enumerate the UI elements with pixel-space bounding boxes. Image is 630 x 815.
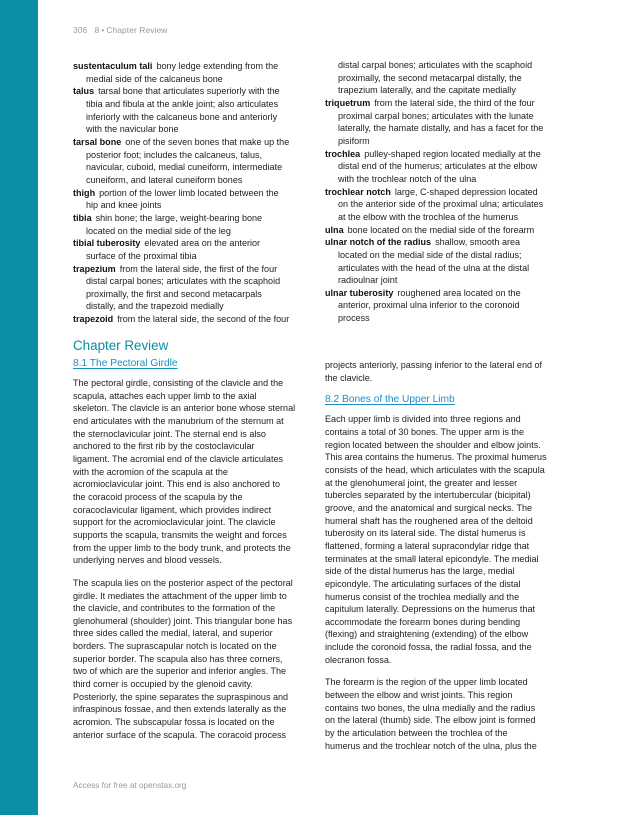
- glossary-entry: [73, 313, 303, 326]
- text-line: epicondyle. The articulating surfaces of the distal: [325, 578, 521, 589]
- glossary-definition: pulley-shaped region located medially at the: [364, 148, 541, 159]
- text-line: terminates at the small lateral epicondyle. The medial: [325, 553, 539, 564]
- text-line: between the elbow and wrist joints. This region: [325, 690, 513, 701]
- text-line: borders. The suprascapular notch is located on the: [73, 641, 277, 652]
- glossary-entry: [73, 212, 303, 225]
- glossary-continued-line: trapezium laterally, and the capitate medially: [338, 85, 516, 96]
- glossary-definition: tarsal bone that articulates superiorly with the: [98, 86, 280, 97]
- section-8-1-heading[interactable]: 8.1 The Pectoral Girdle: [73, 358, 178, 369]
- text-line: groove, and the anatomical and surgical necks. The: [325, 502, 533, 513]
- text-line: include the coronoid fossa, the radial fossa, and the: [325, 642, 532, 653]
- glossary-left-column: [73, 60, 303, 326]
- text-line: region located between the shoulder and elbow joints.: [325, 439, 541, 450]
- text-line: the sternoclavicular joint. The sternal end is also: [73, 428, 266, 439]
- glossary-term: trochlear notch: [325, 186, 391, 197]
- text-line: olecranon fossa.: [325, 654, 392, 665]
- glossary-definition-line: on the anterior side of the proximal ulna; articulates: [338, 199, 544, 210]
- text-line: side of the distal humerus has the large, medial: [325, 566, 515, 577]
- text-line: infraspinous fossae, and then extends laterally as the: [73, 704, 287, 715]
- text-line: humerus and the trochlear notch of the ulna, plus the: [325, 740, 537, 751]
- glossary-term: trochlea: [325, 148, 361, 159]
- text-line: projects anteriorly, passing inferior to the lateral end of: [325, 360, 543, 370]
- glossary-continued-line: distal carpal bones; articulates with the scaphoid: [338, 60, 533, 70]
- text-line: The forearm is the region of the upper limb located: [325, 677, 528, 688]
- text-line: skeleton. The clavicle is an anterior bone whose sternal: [73, 403, 296, 414]
- glossary-definition-line: proximally, the first and second metacarpals: [86, 288, 262, 299]
- text-line: support for the acromioclavicular joint. The clavicle: [73, 517, 276, 528]
- glossary-definition-line: radioulnar joint: [338, 275, 398, 286]
- text-line: The scapula lies on the posterior aspect of the pectoral: [73, 577, 293, 588]
- glossary-term: ulna: [325, 224, 344, 235]
- pectoral-girdle-paragraph-1: [73, 377, 305, 567]
- header-separator: •: [101, 25, 105, 35]
- glossary-term: tibial tuberosity: [73, 238, 141, 249]
- glossary-definition: roughened area located on the: [397, 287, 521, 298]
- glossary-definition-line: located on the medial side of the distal radius;: [338, 249, 522, 260]
- upper-limb-paragraph-2: [325, 676, 557, 752]
- chapter-review-title: Chapter Review: [73, 338, 169, 353]
- text-line: from the upper limb to the body trunk, and protects the: [73, 542, 291, 553]
- upper-limb-paragraph-1: [325, 413, 557, 666]
- text-line: consists of the head, which articulates with the scapula: [325, 464, 545, 475]
- glossary-term: tarsal bone: [73, 136, 122, 147]
- glossary-definition: shin bone; the large, weight-bearing bone: [95, 212, 263, 223]
- glossary-definition: from the lateral side, the second of the four: [117, 314, 290, 325]
- glossary-definition-line: medial side of the calcaneus bone: [86, 73, 223, 84]
- text-line: underlying nerves and blood vessels.: [73, 555, 222, 566]
- glossary-definition-line: anterior, proximal ulna inferior to the coronoid: [338, 300, 520, 311]
- glossary-entry: [325, 97, 555, 110]
- text-line: acromioclavicular joint. This end is also anchored to: [73, 479, 281, 490]
- glossary-definition-line: pisiform: [338, 135, 370, 146]
- glossary-entry: [73, 136, 303, 149]
- glossary-definition: bone located on the medial side of the forearm: [347, 224, 535, 235]
- text-line: three sides called the medial, lateral, and superior: [73, 628, 273, 639]
- page-number: 306: [73, 25, 88, 35]
- text-line: accommodate the forearm bones during bending: [325, 616, 521, 627]
- glossary-definition-line: hip and knee joints: [86, 200, 162, 211]
- text-line: the clavicle.: [325, 372, 373, 383]
- glossary-entry: [73, 237, 303, 250]
- glossary-term: tibia: [73, 212, 92, 223]
- glossary-definition: shallow, smooth area: [435, 237, 521, 248]
- page-footer: Access for free at openstax.org: [73, 781, 187, 790]
- text-line: glenohumeral (shoulder) joint. This triangular bone has: [73, 615, 293, 626]
- glossary-definition: from the lateral side, the first of the four: [119, 263, 278, 274]
- glossary-definition-line: distal end of the humerus; articulates at the elbow: [338, 161, 538, 172]
- header-title: Chapter Review: [106, 25, 168, 35]
- glossary-term: trapezium: [73, 263, 116, 274]
- glossary-entry: [73, 85, 303, 98]
- text-line: acromion. The subscapular fossa is located on the: [73, 717, 275, 728]
- glossary-definition-line: distally, and the trapezoid medially: [86, 301, 224, 312]
- glossary-term: thigh: [73, 187, 96, 198]
- glossary-term: trapezoid: [73, 314, 114, 325]
- glossary-continued-line: proximally, the second metacarpal distally, the: [338, 72, 522, 83]
- glossary-entry: [325, 224, 555, 237]
- glossary-definition: one of the seven bones that make up the: [125, 136, 290, 147]
- text-line: ligament. The acromial end of the clavicle articulates: [73, 453, 284, 464]
- glossary-definition-line: navicular, cuboid, medial cuneiform, intermediate: [86, 162, 283, 173]
- text-line: supports the scapula, transmits the weight and forces: [73, 529, 287, 540]
- glossary-definition-line: tibia and fibula at the ankle joint; also articulates: [86, 98, 279, 109]
- glossary-definition: bony ledge extending from the: [156, 61, 279, 71]
- pectoral-girdle-paragraph-2-continued: [325, 359, 557, 384]
- glossary-entry: [73, 60, 303, 73]
- glossary-definition-line: cuneiform, and lateral cuneiform bones: [86, 174, 243, 185]
- sidebar-stripe: [0, 0, 38, 815]
- glossary-entry: [73, 263, 303, 276]
- glossary-definition-line: laterally, the hamate distally, and has a facet for the: [338, 123, 544, 134]
- glossary-definition: from the lateral side, the third of the four: [374, 97, 535, 108]
- text-line: Each upper limb is divided into three regions and: [325, 414, 521, 425]
- glossary-definition-line: at the elbow with the trochlea of the humerus: [338, 211, 519, 222]
- glossary-term: ulnar notch of the radius: [325, 237, 432, 248]
- glossary-definition: elevated area on the anterior: [144, 238, 261, 249]
- glossary-term: triquetrum: [325, 97, 371, 108]
- text-line: The pectoral girdle, consisting of the clavicle and the: [73, 378, 284, 388]
- text-line: two of which are the superior and inferior angles. The: [73, 666, 287, 677]
- glossary-term: ulnar tuberosity: [325, 287, 394, 298]
- text-line: This area contains the humerus. The proximal humerus: [325, 452, 547, 463]
- text-line: humerus consist of the trochlea medially and the: [325, 591, 520, 602]
- text-line: with the acromion of the scapula at the: [73, 466, 228, 477]
- glossary-term: sustentaculum tali: [73, 61, 153, 71]
- text-line: at the glenohumeral joint, the greater and lesser: [325, 477, 518, 488]
- review-right-column: [325, 359, 557, 762]
- text-line: tuberosity on its lateral side. The distal humerus is: [325, 528, 526, 539]
- glossary-entry: [325, 186, 555, 199]
- text-line: humeral shaft has the roughened area of the deltoid: [325, 515, 533, 526]
- text-line: girdle. It mediates the attachment of the upper limb to: [73, 590, 287, 601]
- text-line: end articulates with the manubrium of the sternum at: [73, 415, 284, 426]
- text-line: the clavicle, and contributes to the formation of the: [73, 603, 276, 614]
- glossary-entry: [325, 287, 555, 300]
- text-line: third corner is occupied by the glenoid cavity.: [73, 679, 253, 690]
- text-line: flattened, forming a lateral supracondylar ridge that: [325, 540, 530, 551]
- glossary-definition-line: located on the medial side of the leg: [86, 225, 231, 236]
- text-line: anchored to the first rib by the costoclavicular: [73, 441, 255, 452]
- text-line: contains a total of 30 bones. The upper arm is the: [325, 426, 524, 437]
- section-8-2-heading[interactable]: 8.2 Bones of the Upper Limb: [325, 394, 455, 406]
- review-left-column: [73, 358, 305, 751]
- text-line: coracoclavicular ligament, which provides indirect: [73, 504, 272, 515]
- glossary-definition: portion of the lower limb located between the: [99, 187, 279, 198]
- text-line: capitulum laterally. Depressions on the humerus that: [325, 604, 536, 615]
- glossary-definition-line: posterior foot; includes the calcaneus, talus,: [86, 149, 263, 160]
- glossary-definition-line: surface of the proximal tibia: [86, 250, 197, 261]
- glossary-definition-line: proximal carpal bones; articulates with the lunate: [338, 110, 534, 121]
- pectoral-girdle-paragraph-2: [73, 577, 305, 742]
- text-line: the coracoid process of the scapula by the: [73, 491, 243, 502]
- text-line: by the articulation between the trochlea of the: [325, 728, 508, 739]
- glossary-definition-line: distal carpal bones; articulates with the scaphoid: [86, 276, 281, 287]
- glossary-entry: [325, 148, 555, 161]
- text-line: on the lateral (thumb) side. The elbow joint is formed: [325, 715, 536, 726]
- glossary-definition: large, C-shaped depression located: [394, 186, 538, 197]
- glossary-definition-line: with the trochlear notch of the ulna: [338, 173, 477, 184]
- text-line: (flexing) and straightening (extending) of the elbow: [325, 629, 529, 640]
- glossary-definition-line: process: [338, 313, 370, 324]
- text-line: Posteriorly, the spine separates the supraspinous and: [73, 691, 289, 702]
- glossary-term: talus: [73, 86, 95, 97]
- glossary-entry: [325, 236, 555, 249]
- glossary-definition-line: with the navicular bone: [86, 124, 179, 135]
- text-line: anterior surface of the scapula. The coracoid process: [73, 729, 287, 740]
- page-header: [73, 25, 167, 35]
- text-line: superior border. The scapula also has three corners,: [73, 653, 283, 664]
- text-line: scapula, attaches each upper limb to the axial: [73, 390, 257, 401]
- glossary-definition-line: inferiorly with the calcaneus bone and anteriorly: [86, 111, 278, 122]
- glossary-definition-line: articulates with the head of the ulna at the distal: [338, 262, 530, 273]
- glossary-right-column: [325, 59, 555, 325]
- text-line: tubercles separated by the intertubercular (bicipital): [325, 490, 531, 501]
- text-line: contains two bones, the ulna medially and the radius: [325, 702, 536, 713]
- chapter-number: 8: [94, 25, 100, 35]
- glossary-entry: [73, 187, 303, 200]
